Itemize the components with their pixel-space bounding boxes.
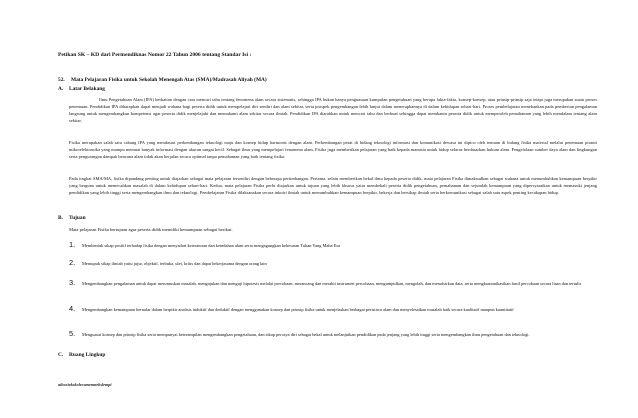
intro-text: Petikan SK – KD dari Permendiknas Nomor 22 Tahun 2006 tentang Standar Isi :	[58, 52, 252, 58]
heading-text: Tujuan	[69, 215, 86, 221]
footer-text: aihoxiekskolecamenmekslempi	[58, 382, 112, 387]
list-item	[69, 241, 597, 249]
list-item-number: 1.	[69, 240, 76, 249]
list-item-number: 3.	[69, 278, 76, 287]
list-item-text: Mengembangkan kemampuan bernalar dalam berpikir analisis induktif dan deduktif dengan menggunakan konsep dan prinsip fisika untuk menjelaskan berbagai peristiwa alam dan menyelesaikan masalah baik secara kualitatif maupun kuantitatif	[82, 307, 514, 312]
list-item-number: 5.	[69, 329, 76, 338]
heading-letter: A.	[58, 86, 64, 92]
section-number: 52.	[58, 77, 65, 83]
list-item-number: 2.	[69, 258, 76, 267]
list-item	[69, 279, 597, 287]
list-item-text: Menguasai konsep dan prinsip fisika serta mempunyai keterampilan mengembangkan pengetahuan, dan sikap percaya diri sebagai bekal untuk melanjutkan pendidikan pada jenjang yang lebih tinggi serta mengembangkan ilmu pengetahuan dan teknologi.	[82, 332, 530, 337]
list-item	[69, 259, 597, 267]
latar-paragraph-2: Fisika merupakan salah satu cabang IPA yang mendasari perkembangan teknologi maju dan konsep hidup harmonis dengan alam. Perkembangan pesat di bidang teknologi informasi dan komunikasi dewasa ini dipicu oleh temuan di bidang fisika material melalui penemuan piranti mikroelektronika yang mampu memuat banyak informasi dengan ukuran sangat kecil. Sebagai ilmu yang mempelajari fenomena alam, Fisika juga memberikan pelajaran yang baik kepada manusia untuk hidup selaras berdasarkan hukum alam. Pengelolaan sumber daya alam dan lingkungan serta pengurangan dampak bencana alam tidak akan berjalan secara optimal tanpa pemahaman yang baik tentang fisika.	[69, 140, 597, 159]
list-item-text: Mengembangkan pengalaman untuk dapat merumuskan masalah, mengajukan dan menguji hipotesis melalui percobaan, merancang dan merakit instrumen percobaan, mengumpulkan, mengolah, dan menafsirkan data, serta mengkomunikasikan hasil percobaan secara lisan dan tertulis	[82, 281, 582, 286]
heading-text: Latar Belakang	[69, 86, 105, 92]
heading-tujuan	[58, 215, 86, 222]
latar-paragraph-3: Pada tingkat SMA/MA, fisika dipandang penting untuk diajarkan sebagai mata pelajaran tersendiri dengan beberapa pertimbangan. Pertama, selain memberikan bekal ilmu kepada peserta didik, mata pelajaran Fisika dimaksudkan sebagai wahana untuk menumbuhkan kemampuan berpikir yang berguna untuk memecahkan masalah di dalam kehidupan sehari-hari. Kedua, mata pelajaran Fisika perlu diajarkan untuk tujuan yang lebih khusus yaitu membekali peserta didik pengetahuan, pemahaman dan sejumlah kemampuan yang dipersyaratkan untuk memasuki jenjang pendidikan yang lebih tinggi serta mengembangkan ilmu dan teknologi. Pembelajaran Fisika dilaksanakan secara inkuiri ilmiah untuk menumbuhkan kemampuan berpikir, bekerja dan bersikap ilmiah serta berkomunikasi sebagai salah satu aspek penting kecakapan hidup.	[69, 176, 597, 195]
tujuan-intro: Mata pelajaran Fisika bertujuan agar peserta didik memiliki kemampuan sebagai berikut.	[69, 227, 233, 232]
section-title-text: Mata Pelajaran Fisika untuk Sekolah Menengah Atas (SMA)/Madrasah Aliyah (MA)	[71, 77, 267, 83]
list-item	[69, 305, 597, 313]
list-item	[69, 330, 597, 338]
heading-letter: C.	[58, 352, 64, 358]
list-item-text: Memupuk sikap ilmiah yaitu jujur, objektif, terbuka, ulet, kritis dan dapat bekerjasama dengan orang lain	[82, 261, 267, 266]
heading-text: Ruang Lingkup	[69, 352, 106, 358]
list-item-number: 4.	[69, 304, 76, 313]
heading-ruang-lingkup	[58, 352, 105, 359]
latar-paragraph-1: Ilmu Pengetahuan Alam (IPA) berkaitan dengan cara mencari tahu tentang fenomena alam secara sistematis, sehingga IPA bukan hanya penguasaan kumpulan pengetahuan yang berupa fakta-fakta, konsep-konsep, atau prinsip-prinsip saja tetapi juga merupakan suatu proses penemuan. Pendidikan IPA diharapkan dapat menjadi wahana bagi peserta didik untuk mempelajari diri sendiri dan alam sekitar, serta prospek pengembangan lebih lanjut dalam menerapkannya di dalam kehidupan sehari-hari. Proses pembelajaran menekankan pada pemberian pengalaman langsung untuk mengembangkan kompetensi agar peserta didik menjelajahi dan memahami alam sekitar secara ilmiah. Pendidikan IPA diarahkan untuk mencari tahu dan berbuat sehingga dapat membantu peserta didik untuk memperoleh pemahaman yang lebih mendalam tentang alam sekitar.	[69, 97, 597, 123]
heading-letter: B.	[58, 215, 63, 221]
list-item-text: Membentuk sikap positif terhadap fisika dengan menyadari keteraturan dan keindahan alam serta mengagungkan kebesaran Tuhan Yang Maha Esa	[82, 243, 340, 248]
heading-latar-belakang	[58, 86, 105, 93]
section-title	[58, 77, 267, 84]
